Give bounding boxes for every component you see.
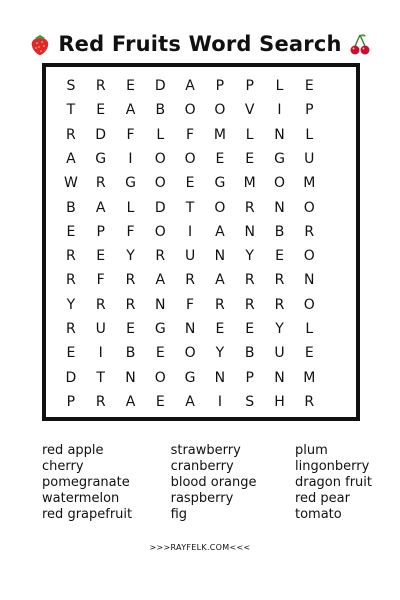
grid-cell: T <box>66 102 76 119</box>
grid-cell <box>324 147 354 171</box>
grid-cell: O <box>184 102 196 119</box>
grid-cell: A <box>125 102 136 119</box>
word-item: red apple <box>42 443 104 458</box>
grid-cell: A <box>215 223 225 240</box>
grid-cell: R <box>125 272 136 289</box>
grid-cell: F <box>126 223 135 240</box>
grid-cell <box>324 123 354 147</box>
grid-cell: A <box>185 78 195 95</box>
grid-cell: W <box>63 175 78 192</box>
word-column-2 <box>171 443 257 523</box>
grid-cell: E <box>245 320 255 337</box>
grid-cell: D <box>154 78 166 95</box>
grid-cell: U <box>184 248 196 265</box>
grid-cell: Y <box>275 320 284 337</box>
grid-cell: S <box>66 78 76 95</box>
grid-cell: G <box>184 369 196 386</box>
word-item: raspberry <box>170 491 234 506</box>
footer-site-link: >>>RAYFELK.COM<<< <box>149 543 251 552</box>
grid-cell: B <box>66 199 76 216</box>
grid-cell: O <box>154 175 166 192</box>
grid-cell: U <box>304 150 315 167</box>
word-list <box>42 443 372 523</box>
grid-cell: D <box>154 199 166 216</box>
grid-cell: E <box>304 78 314 95</box>
grid-cell <box>324 317 354 341</box>
grid-cell: P <box>66 393 76 410</box>
grid-cell: O <box>214 199 226 216</box>
word-item: dragon fruit <box>294 475 372 490</box>
grid-cell: G <box>154 320 166 337</box>
grid-cell: T <box>96 369 105 386</box>
grid-cell: G <box>214 175 226 192</box>
grid-cell: M <box>243 175 256 192</box>
word-item: fig <box>170 507 188 522</box>
grid-cell: G <box>95 150 107 167</box>
grid-cell <box>324 244 354 268</box>
grid-cell <box>324 74 354 98</box>
grid-cell: M <box>213 126 226 143</box>
grid-cell: F <box>186 296 195 313</box>
grid-cell: O <box>184 345 196 362</box>
cherries-icon <box>348 32 372 56</box>
grid-cell: A <box>95 199 106 216</box>
grid-cell: S <box>245 393 255 410</box>
grid-cell: R <box>244 296 255 313</box>
letter-grid <box>56 74 354 414</box>
word-item: cranberry <box>170 459 234 474</box>
grid-cell: L <box>245 126 254 143</box>
grid-cell: E <box>155 345 165 362</box>
grid-cell: R <box>95 175 106 192</box>
grid-cell: L <box>275 78 284 95</box>
grid-cell: R <box>66 320 76 337</box>
grid-cell: E <box>96 248 106 265</box>
grid-cell <box>324 195 354 219</box>
grid-cell: R <box>274 272 285 289</box>
grid-cell: L <box>305 126 314 143</box>
grid-cell: N <box>274 199 285 216</box>
grid-cell: Y <box>215 345 225 362</box>
grid-cell: O <box>273 175 285 192</box>
grid-cell: O <box>214 102 226 119</box>
grid-cell: E <box>245 150 255 167</box>
grid-cell: O <box>184 150 196 167</box>
word-item: cherry <box>42 459 84 474</box>
grid-cell: R <box>304 223 315 240</box>
page-title: Red Fruits Word Search <box>58 32 342 56</box>
word-item: blood orange <box>170 475 257 490</box>
grid-cell: E <box>66 345 76 362</box>
grid-cell: O <box>154 223 166 240</box>
grid-cell: E <box>185 175 195 192</box>
grid-cell: I <box>188 223 193 240</box>
grid-cell: F <box>126 126 135 143</box>
grid-cell: G <box>125 175 136 192</box>
grid-cell <box>324 220 354 244</box>
grid-cell: A <box>185 393 195 410</box>
grid-cell: I <box>98 345 103 362</box>
grid-cell: L <box>305 320 314 337</box>
grid-cell: O <box>154 369 166 386</box>
grid-cell: R <box>274 296 285 313</box>
grid-cell: N <box>214 248 226 265</box>
grid-cell: M <box>303 175 316 192</box>
grid-cell <box>324 171 354 195</box>
grid-cell: E <box>155 393 165 410</box>
header <box>0 26 400 62</box>
word-item: red pear <box>294 491 350 506</box>
word-item: pomegranate <box>42 475 130 490</box>
grid-cell: O <box>303 296 315 313</box>
grid-cell <box>324 341 354 365</box>
grid-cell: R <box>95 393 106 410</box>
grid-cell: R <box>125 296 136 313</box>
grid-cell: R <box>95 296 106 313</box>
grid-cell <box>324 268 354 292</box>
grid-cell: P <box>305 102 314 119</box>
grid-cell: R <box>155 248 166 265</box>
grid-cell <box>324 365 354 389</box>
grid-cell: N <box>304 272 315 289</box>
grid-cell <box>324 390 354 414</box>
grid-cell: N <box>155 296 166 313</box>
grid-cell: P <box>245 369 254 386</box>
grid-cell: U <box>274 345 285 362</box>
word-column-3 <box>295 443 372 523</box>
grid-cell: P <box>215 78 225 95</box>
grid-cell: G <box>274 150 285 167</box>
grid-cell: A <box>215 272 225 289</box>
word-search-grid-frame <box>42 63 360 421</box>
grid-cell: Y <box>126 248 135 265</box>
grid-cell: B <box>274 223 285 240</box>
grid-cell: V <box>244 102 255 119</box>
grid-cell: E <box>126 78 135 95</box>
grid-cell: N <box>274 369 285 386</box>
grid-cell: R <box>215 296 225 313</box>
grid-cell: F <box>186 126 195 143</box>
grid-cell: R <box>304 393 315 410</box>
grid-cell: I <box>217 393 222 410</box>
grid-cell: E <box>126 320 135 337</box>
word-item: red grapefruit <box>42 507 133 522</box>
grid-cell: I <box>277 102 282 119</box>
grid-cell: N <box>125 369 136 386</box>
grid-cell: E <box>66 223 76 240</box>
word-item: plum <box>294 443 328 458</box>
grid-cell: R <box>244 199 255 216</box>
word-item: lingonberry <box>294 459 370 474</box>
word-item: watermelon <box>42 491 120 506</box>
grid-cell: O <box>303 199 315 216</box>
grid-cell: R <box>66 248 76 265</box>
word-column-1 <box>42 443 132 523</box>
grid-cell: Y <box>245 248 254 265</box>
grid-cell: P <box>96 223 105 240</box>
grid-cell: R <box>95 78 106 95</box>
grid-cell: D <box>95 126 107 143</box>
grid-cell: E <box>304 345 314 362</box>
grid-cell: R <box>185 272 195 289</box>
grid-cell: P <box>245 78 254 95</box>
grid-cell <box>324 293 354 317</box>
grid-cell: N <box>274 126 285 143</box>
grid-cell: E <box>215 150 225 167</box>
word-item: strawberry <box>170 443 241 458</box>
grid-cell: E <box>96 102 106 119</box>
grid-cell <box>324 98 354 122</box>
grid-cell: A <box>125 393 136 410</box>
grid-cell: L <box>156 126 165 143</box>
grid-cell: B <box>244 345 255 362</box>
grid-cell: E <box>215 320 225 337</box>
grid-cell: N <box>244 223 255 240</box>
grid-cell: L <box>126 199 135 216</box>
grid-cell: O <box>303 248 315 265</box>
grid-cell: E <box>275 248 284 265</box>
grid-cell: B <box>155 102 166 119</box>
word-item: tomato <box>294 507 342 522</box>
grid-cell: I <box>128 150 133 167</box>
grid-cell: U <box>95 320 106 337</box>
grid-cell: O <box>154 150 166 167</box>
grid-cell: R <box>66 272 76 289</box>
strawberry-icon <box>28 32 52 56</box>
grid-cell: F <box>96 272 105 289</box>
grid-cell: D <box>65 369 77 386</box>
grid-cell: H <box>274 393 285 410</box>
grid-cell: A <box>66 150 76 167</box>
grid-cell: A <box>155 272 166 289</box>
grid-cell: T <box>185 199 195 216</box>
grid-cell: M <box>303 369 316 386</box>
grid-cell: R <box>66 126 76 143</box>
grid-cell: R <box>244 272 255 289</box>
grid-cell: B <box>125 345 136 362</box>
grid-cell: Y <box>66 296 76 313</box>
grid-cell: N <box>214 369 226 386</box>
grid-cell: N <box>184 320 196 337</box>
